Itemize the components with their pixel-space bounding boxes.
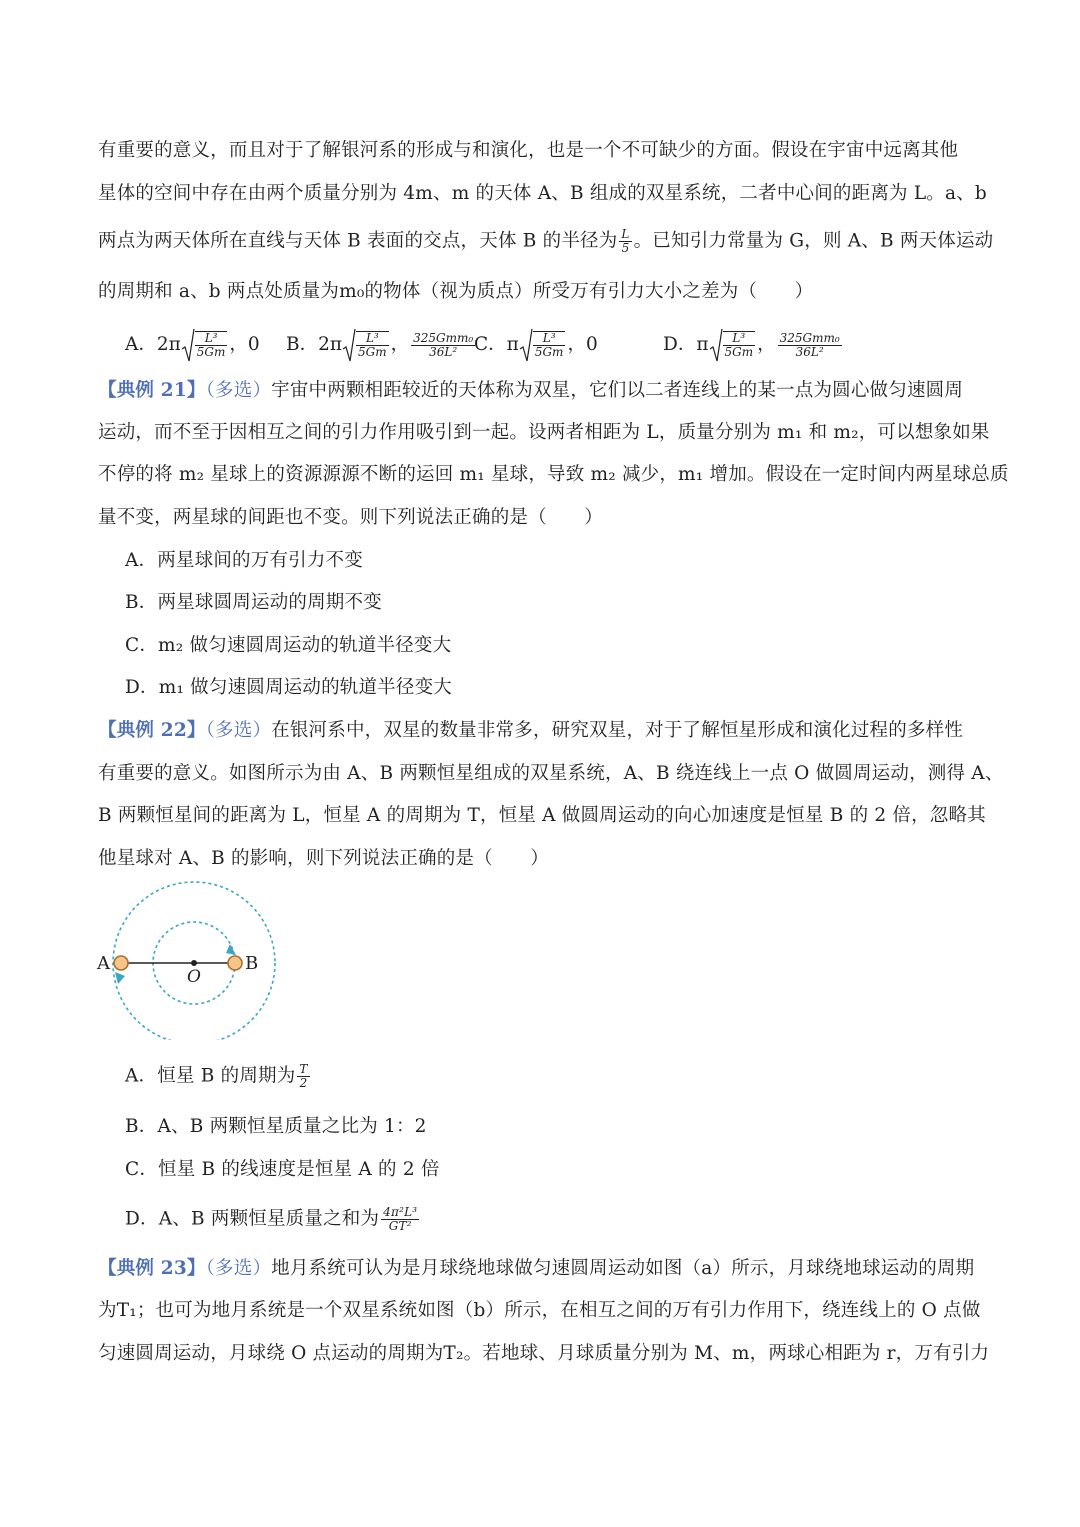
sqrt-expression: $\frac{\text{L³}}{5Gm}$ (709, 331, 758, 359)
q20-line-4: 的周期和 a、b 两点处质量为m₀的物体（视为质点）所受万有引力大小之差为（ ） (98, 281, 814, 302)
q22-tag: 【典例 22】 (98, 720, 206, 741)
force-fraction: $\frac{\text{325Gmm₀}}{\text{36L²}}$ (779, 330, 840, 359)
sqrt-expression: $\frac{\text{L³}}{5Gm}$ (519, 331, 568, 359)
binary-star-diagram (95, 880, 285, 1040)
force-fraction: $\frac{\text{325Gmm₀}}{\text{36L²}}$ (413, 330, 474, 359)
orbit-b-arrow-icon (226, 944, 236, 955)
q21-option-c[interactable]: C．m₂ 做匀速圆周运动的轨道半径变大 (125, 635, 452, 656)
q21-line-3: 不停的将 m₂ 星球上的资源源源不断的运回 m₁ 星球，导致 m₂ 减少，m₁ 增加。假设在一定时间内两星球总质 (98, 464, 1009, 485)
star-b (228, 956, 242, 970)
q20-option-b[interactable]: B．2π $\frac{\text{L³}}{5Gm}$ ， $\frac{\text{325Gmm₀}}{\text{36L²}}$ (286, 330, 474, 359)
q23-line-2: 为T₁；也可为地月系统是一个双星系统如图（b）所示，在相互之间的万有引力作用下，绕连线上的 O 点做 (98, 1300, 981, 1321)
q22-multi-tag: （多选） (205, 720, 272, 741)
q21-line-1: 【典例 21】（多选）宇宙中两颗相距较近的天体称为双星，它们以二者连线上的某一点为圆心做匀速圆周 (98, 380, 964, 401)
q22-option-a[interactable]: A．恒星 B 的周期为 $\frac{T}{2}$ (125, 1062, 308, 1090)
radius-fraction: $\frac{L}{5}$ (621, 227, 630, 255)
q23-tag: 【典例 23】 (98, 1258, 206, 1279)
q23-line-1: 【典例 23】（多选）地月系统可认为是月球绕地球做匀速圆周运动如图（a）所示，月球绕地球运动的周期 (98, 1258, 975, 1279)
q20-line-2: 星体的空间中存在由两个质量分别为 4m、m 的天体 A、B 组成的双星系统，二者中心间的距离为 L。a、b (98, 183, 987, 204)
q22-option-d[interactable]: D．A、B 两颗恒星质量之和为 $\frac{\text{4π²L³}}{\text{GT²}}$ (125, 1205, 418, 1233)
q23-line-3: 匀速圆周运动，月球绕 O 点运动的周期为T₂。若地球、月球质量分别为 M、m，两球心相距为 r，万有引力 (98, 1343, 990, 1364)
q20-line-3-tail: 。已知引力常量为 G，则 A、B 两天体运动 (633, 230, 994, 252)
label-o: O (187, 967, 201, 987)
q20-line-3-text: 两点为两天体所在直线与天体 B 表面的交点，天体 B 的半径为 (98, 230, 618, 252)
q20-option-d[interactable]: D．π $\frac{\text{L³}}{5Gm}$ ， $\frac{\text{325Gmm₀}}{\text{36L²}}$ (663, 330, 840, 359)
mass-sum-fraction: $\frac{\text{4π²L³}}{\text{GT²}}$ (383, 1205, 418, 1233)
center-point (191, 960, 197, 966)
q20-option-c[interactable]: C．π $\frac{\text{L³}}{5Gm}$ ，0 (474, 331, 598, 359)
label-a: A (97, 953, 110, 974)
period-fraction: $\frac{T}{2}$ (299, 1062, 308, 1090)
q22-line-2: 有重要的意义。如图所示为由 A、B 两颗恒星组成的双星系统，A、B 绕连线上一点 O 做圆周运动，测得 A、 (98, 763, 1004, 784)
sqrt-expression: $\frac{\text{L³}}{5Gm}$ (342, 331, 391, 359)
q21-tag: 【典例 21】 (98, 380, 206, 401)
q21-line-2: 运动，而不至于因相互之间的引力作用吸引到一起。设两者相距为 L，质量分别为 m₁ 和 m₂，可以想象如果 (98, 422, 990, 443)
q21-multi-tag: （多选） (205, 380, 272, 401)
q21-option-d[interactable]: D．m₁ 做匀速圆周运动的轨道半径变大 (125, 677, 452, 698)
q20-line-1: 有重要的意义，而且对于了解银河系的形成与和演化，也是一个不可缺少的方面。假设在宇宙中远离其他 (98, 140, 959, 161)
q20-line-3 (98, 227, 994, 255)
q21-line-4: 量不变，两星球的间距也不变。则下列说法正确的是（ ） (98, 507, 603, 528)
star-a (114, 956, 128, 970)
q20-option-a[interactable]: A．2π $\frac{\text{L³}}{5Gm}$ ，0 (125, 331, 260, 359)
q22-line-3: B 两颗恒星间的距离为 L，恒星 A 的周期为 T，恒星 A 做圆周运动的向心加速度是恒星 B 的 2 倍，忽略其 (98, 805, 986, 826)
q21-option-a[interactable]: A．两星球间的万有引力不变 (125, 550, 363, 571)
sqrt-expression: $\frac{\text{L³}}{5Gm}$ (181, 331, 230, 359)
q21-option-b[interactable]: B．两星球圆周运动的周期不变 (125, 592, 382, 613)
label-b: B (245, 953, 259, 974)
q22-line-1: 【典例 22】（多选）在银河系中，双星的数量非常多，研究双星，对于了解恒星形成和演化过程的多样性 (98, 720, 964, 741)
orbit-a-arrow-icon (115, 972, 125, 984)
q22-line-4: 他星球对 A、B 的影响，则下列说法正确的是（ ） (98, 848, 549, 869)
q22-option-b[interactable]: B．A、B 两颗恒星质量之比为 1：2 (125, 1116, 427, 1137)
q23-multi-tag: （多选） (205, 1258, 272, 1279)
q22-option-c[interactable]: C．恒星 B 的线速度是恒星 A 的 2 倍 (125, 1159, 440, 1180)
